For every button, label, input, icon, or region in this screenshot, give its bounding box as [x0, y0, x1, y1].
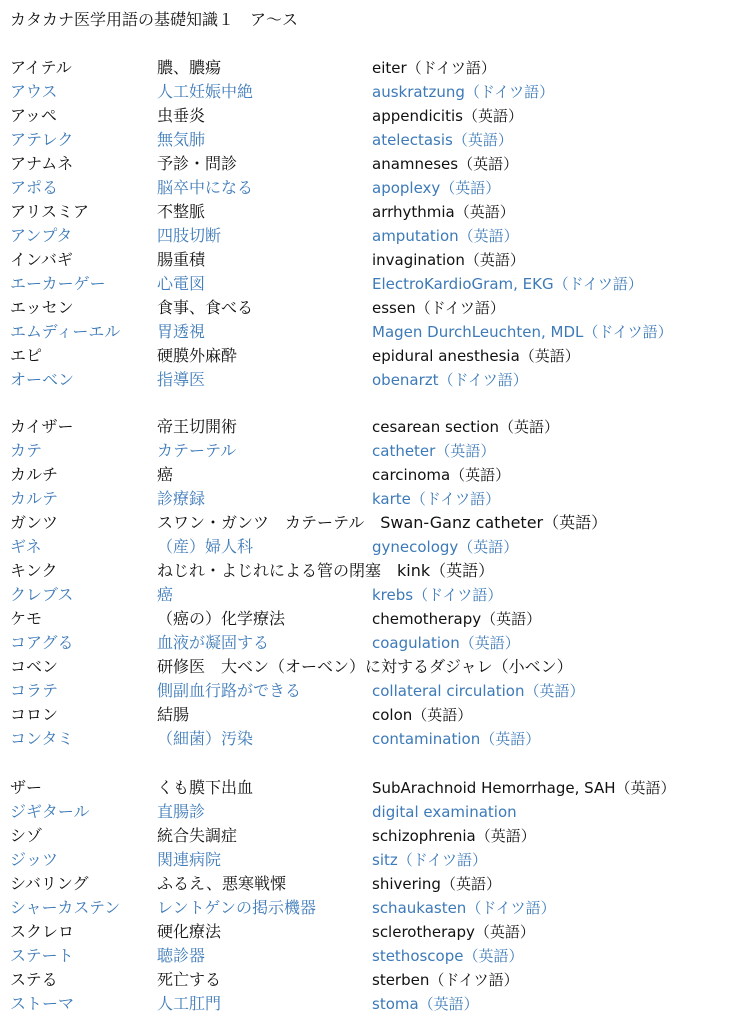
term-meaning: 統合失調症 — [157, 826, 238, 845]
term-kana: ジギタール — [10, 802, 90, 821]
term-meaning: 関連病院 — [157, 850, 222, 869]
term-kana: アウス — [10, 82, 58, 101]
term-row — [0, 368, 751, 392]
term-origin: shivering（英語） — [372, 875, 501, 893]
term-row — [0, 679, 751, 703]
term-row — [0, 920, 751, 944]
term-kana: エッセン — [10, 298, 74, 317]
term-kana: クレブス — [10, 585, 74, 604]
term-kana: ステート — [10, 946, 74, 965]
term-kana: オーベン — [10, 370, 75, 389]
term-row — [0, 896, 751, 920]
term-origin: essen（ドイツ語） — [372, 299, 505, 317]
page-title: カタカナ医学用語の基礎知識１ ア～ス — [10, 10, 299, 29]
term-kana: コアグる — [10, 633, 74, 652]
term-origin: sterben（ドイツ語） — [372, 971, 519, 989]
term-row — [0, 272, 751, 296]
term-meaning: レントゲンの掲示機器 — [157, 898, 316, 917]
term-kana: スクレロ — [10, 922, 75, 941]
term-row — [0, 968, 751, 992]
term-origin: sitz（ドイツ語） — [372, 851, 487, 869]
term-meaning: （産）婦人科 — [157, 537, 254, 556]
term-meaning: スワン・ガンツ カテーテル Swan-Ganz catheter（英語） — [157, 513, 608, 532]
term-meaning: 無気肺 — [157, 130, 206, 149]
term-origin: cesarean section（英語） — [372, 418, 560, 436]
term-origin: amputation（英語） — [372, 227, 519, 245]
term-row — [0, 200, 751, 224]
term-meaning: ふるえ、悪寒戦慄 — [157, 874, 286, 893]
term-origin: apoplexy（英語） — [372, 179, 501, 197]
term-row — [0, 56, 751, 80]
term-kana: ガンツ — [10, 513, 59, 532]
term-kana: シゾ — [10, 826, 43, 845]
term-kana: エムディーエル — [10, 322, 121, 341]
term-meaning: 人工妊娠中絶 — [157, 82, 254, 101]
term-row — [0, 415, 751, 439]
term-origin: contamination（英語） — [372, 730, 541, 748]
term-kana: ギネ — [10, 537, 42, 556]
term-meaning: 癌 — [157, 585, 174, 604]
term-kana: ストーマ — [10, 994, 75, 1013]
term-origin: krebs（ドイツ語） — [372, 586, 503, 604]
term-meaning: 人工肛門 — [157, 994, 222, 1013]
term-row — [0, 296, 751, 320]
term-row — [0, 128, 751, 152]
term-row — [0, 463, 751, 487]
term-origin: arrhythmia（英語） — [372, 203, 515, 221]
term-row — [0, 824, 751, 848]
term-row — [0, 511, 751, 535]
term-origin: SubArachnoid Hemorrhage, SAH（英語） — [372, 779, 676, 797]
term-meaning: 診療録 — [157, 489, 206, 508]
section-a-o — [0, 56, 751, 392]
term-row — [0, 583, 751, 607]
term-origin: auskratzung（ドイツ語） — [372, 83, 555, 101]
term-kana: コンタミ — [10, 729, 74, 748]
section-sa-su — [0, 776, 751, 1016]
term-meaning: 心電図 — [157, 274, 206, 293]
section-ka-ko — [0, 415, 751, 751]
term-meaning: 硬膜外麻酔 — [157, 346, 238, 365]
term-origin: stoma（英語） — [372, 995, 479, 1013]
term-origin: invagination（英語） — [372, 251, 525, 269]
term-origin: gynecology（英語） — [372, 538, 519, 556]
term-meaning: 指導医 — [157, 370, 206, 389]
term-meaning: 硬化療法 — [157, 922, 222, 941]
term-kana: インバギ — [10, 250, 73, 269]
term-origin: obenarzt（ドイツ語） — [372, 371, 528, 389]
term-row — [0, 800, 751, 824]
term-origin: carcinoma（英語） — [372, 466, 511, 484]
term-row — [0, 631, 751, 655]
term-kana: カテ — [10, 441, 43, 460]
term-meaning: 結腸 — [157, 705, 190, 724]
term-kana: ザー — [10, 778, 43, 797]
term-kana: エーカーゲー — [10, 274, 106, 293]
term-meaning: 脳卒中になる — [157, 178, 254, 197]
term-origin: schizophrenia（英語） — [372, 827, 536, 845]
term-origin: sclerotherapy（英語） — [372, 923, 535, 941]
term-kana: コラテ — [10, 681, 59, 700]
term-row — [0, 607, 751, 631]
term-row — [0, 176, 751, 200]
term-origin: Magen DurchLeuchten, MDL（ドイツ語） — [372, 323, 673, 341]
term-row — [0, 848, 751, 872]
term-meaning: 虫垂炎 — [157, 106, 206, 125]
term-meaning: 死亡する — [157, 970, 222, 989]
term-origin: anamneses（英語） — [372, 155, 519, 173]
term-row — [0, 703, 751, 727]
term-kana: アテレク — [10, 130, 74, 149]
term-meaning: 食事、食べる — [157, 298, 254, 317]
term-meaning: （癌の）化学療法 — [157, 609, 286, 628]
term-origin: atelectasis（英語） — [372, 131, 513, 149]
term-row — [0, 992, 751, 1016]
term-row — [0, 439, 751, 463]
term-kana: カイザー — [10, 417, 74, 436]
term-origin: collateral circulation（英語） — [372, 682, 585, 700]
term-origin: karte（ドイツ語） — [372, 490, 501, 508]
term-meaning: 腸重積 — [157, 250, 206, 269]
term-kana: シバリング — [10, 874, 89, 893]
term-kana: アナムネ — [10, 154, 74, 173]
term-meaning: 四肢切断 — [157, 226, 222, 245]
term-row — [0, 776, 751, 800]
term-meaning: ねじれ・よじれによる管の閉塞 kink（英語） — [157, 561, 495, 580]
term-row — [0, 80, 751, 104]
term-kana: コベン — [10, 657, 59, 676]
term-meaning: 不整脈 — [157, 202, 206, 221]
term-kana: ジッツ — [10, 850, 59, 869]
term-kana: エピ — [10, 346, 43, 365]
term-meaning: カテーテル — [157, 441, 237, 460]
term-kana: アリスミア — [10, 202, 90, 221]
term-origin: stethoscope（英語） — [372, 947, 524, 965]
term-origin: appendicitis（英語） — [372, 107, 523, 125]
term-kana: カルテ — [10, 489, 59, 508]
term-origin: eiter（ドイツ語） — [372, 59, 496, 77]
term-row — [0, 872, 751, 896]
term-kana: ステる — [10, 970, 58, 989]
term-meaning: 聴診器 — [157, 946, 206, 965]
term-meaning: 癌 — [157, 465, 174, 484]
term-origin: chemotherapy（英語） — [372, 610, 542, 628]
term-row — [0, 320, 751, 344]
term-row — [0, 655, 751, 679]
term-kana: キンク — [10, 561, 58, 580]
term-row — [0, 344, 751, 368]
term-kana: シャーカステン — [10, 898, 121, 917]
term-origin: coagulation（英語） — [372, 634, 520, 652]
term-meaning: くも膜下出血 — [157, 778, 254, 797]
term-origin: ElectroKardioGram, EKG（ドイツ語） — [372, 275, 643, 293]
term-origin: colon（英語） — [372, 706, 473, 724]
term-meaning: （細菌）汚染 — [157, 729, 254, 748]
term-kana: カルチ — [10, 465, 59, 484]
term-row — [0, 104, 751, 128]
term-row — [0, 559, 751, 583]
term-origin: schaukasten（ドイツ語） — [372, 899, 556, 917]
term-kana: アンプタ — [10, 226, 73, 245]
term-kana: ケモ — [10, 609, 43, 628]
term-row — [0, 944, 751, 968]
term-kana: アポる — [10, 178, 59, 197]
term-meaning: 研修医 大ベン（オーベン）に対するダジャレ（小ベン） — [157, 657, 573, 676]
term-meaning: 膿、膿瘍 — [157, 58, 222, 77]
term-row — [0, 248, 751, 272]
term-meaning: 予診・問診 — [157, 154, 238, 173]
term-row — [0, 152, 751, 176]
term-origin: catheter（英語） — [372, 442, 496, 460]
term-row — [0, 487, 751, 511]
term-meaning: 血液が凝固する — [157, 633, 270, 652]
term-meaning: 直腸診 — [157, 802, 206, 821]
term-row — [0, 224, 751, 248]
term-meaning: 帝王切開術 — [157, 417, 238, 436]
term-kana: アイテル — [10, 58, 72, 77]
term-row — [0, 727, 751, 751]
term-meaning: 側副血行路ができる — [157, 681, 302, 700]
term-meaning: 胃透視 — [157, 322, 206, 341]
term-row — [0, 535, 751, 559]
term-kana: コロン — [10, 705, 59, 724]
term-origin: epidural anesthesia（英語） — [372, 347, 580, 365]
term-origin: digital examination — [372, 803, 517, 821]
term-kana: アッペ — [10, 106, 57, 125]
